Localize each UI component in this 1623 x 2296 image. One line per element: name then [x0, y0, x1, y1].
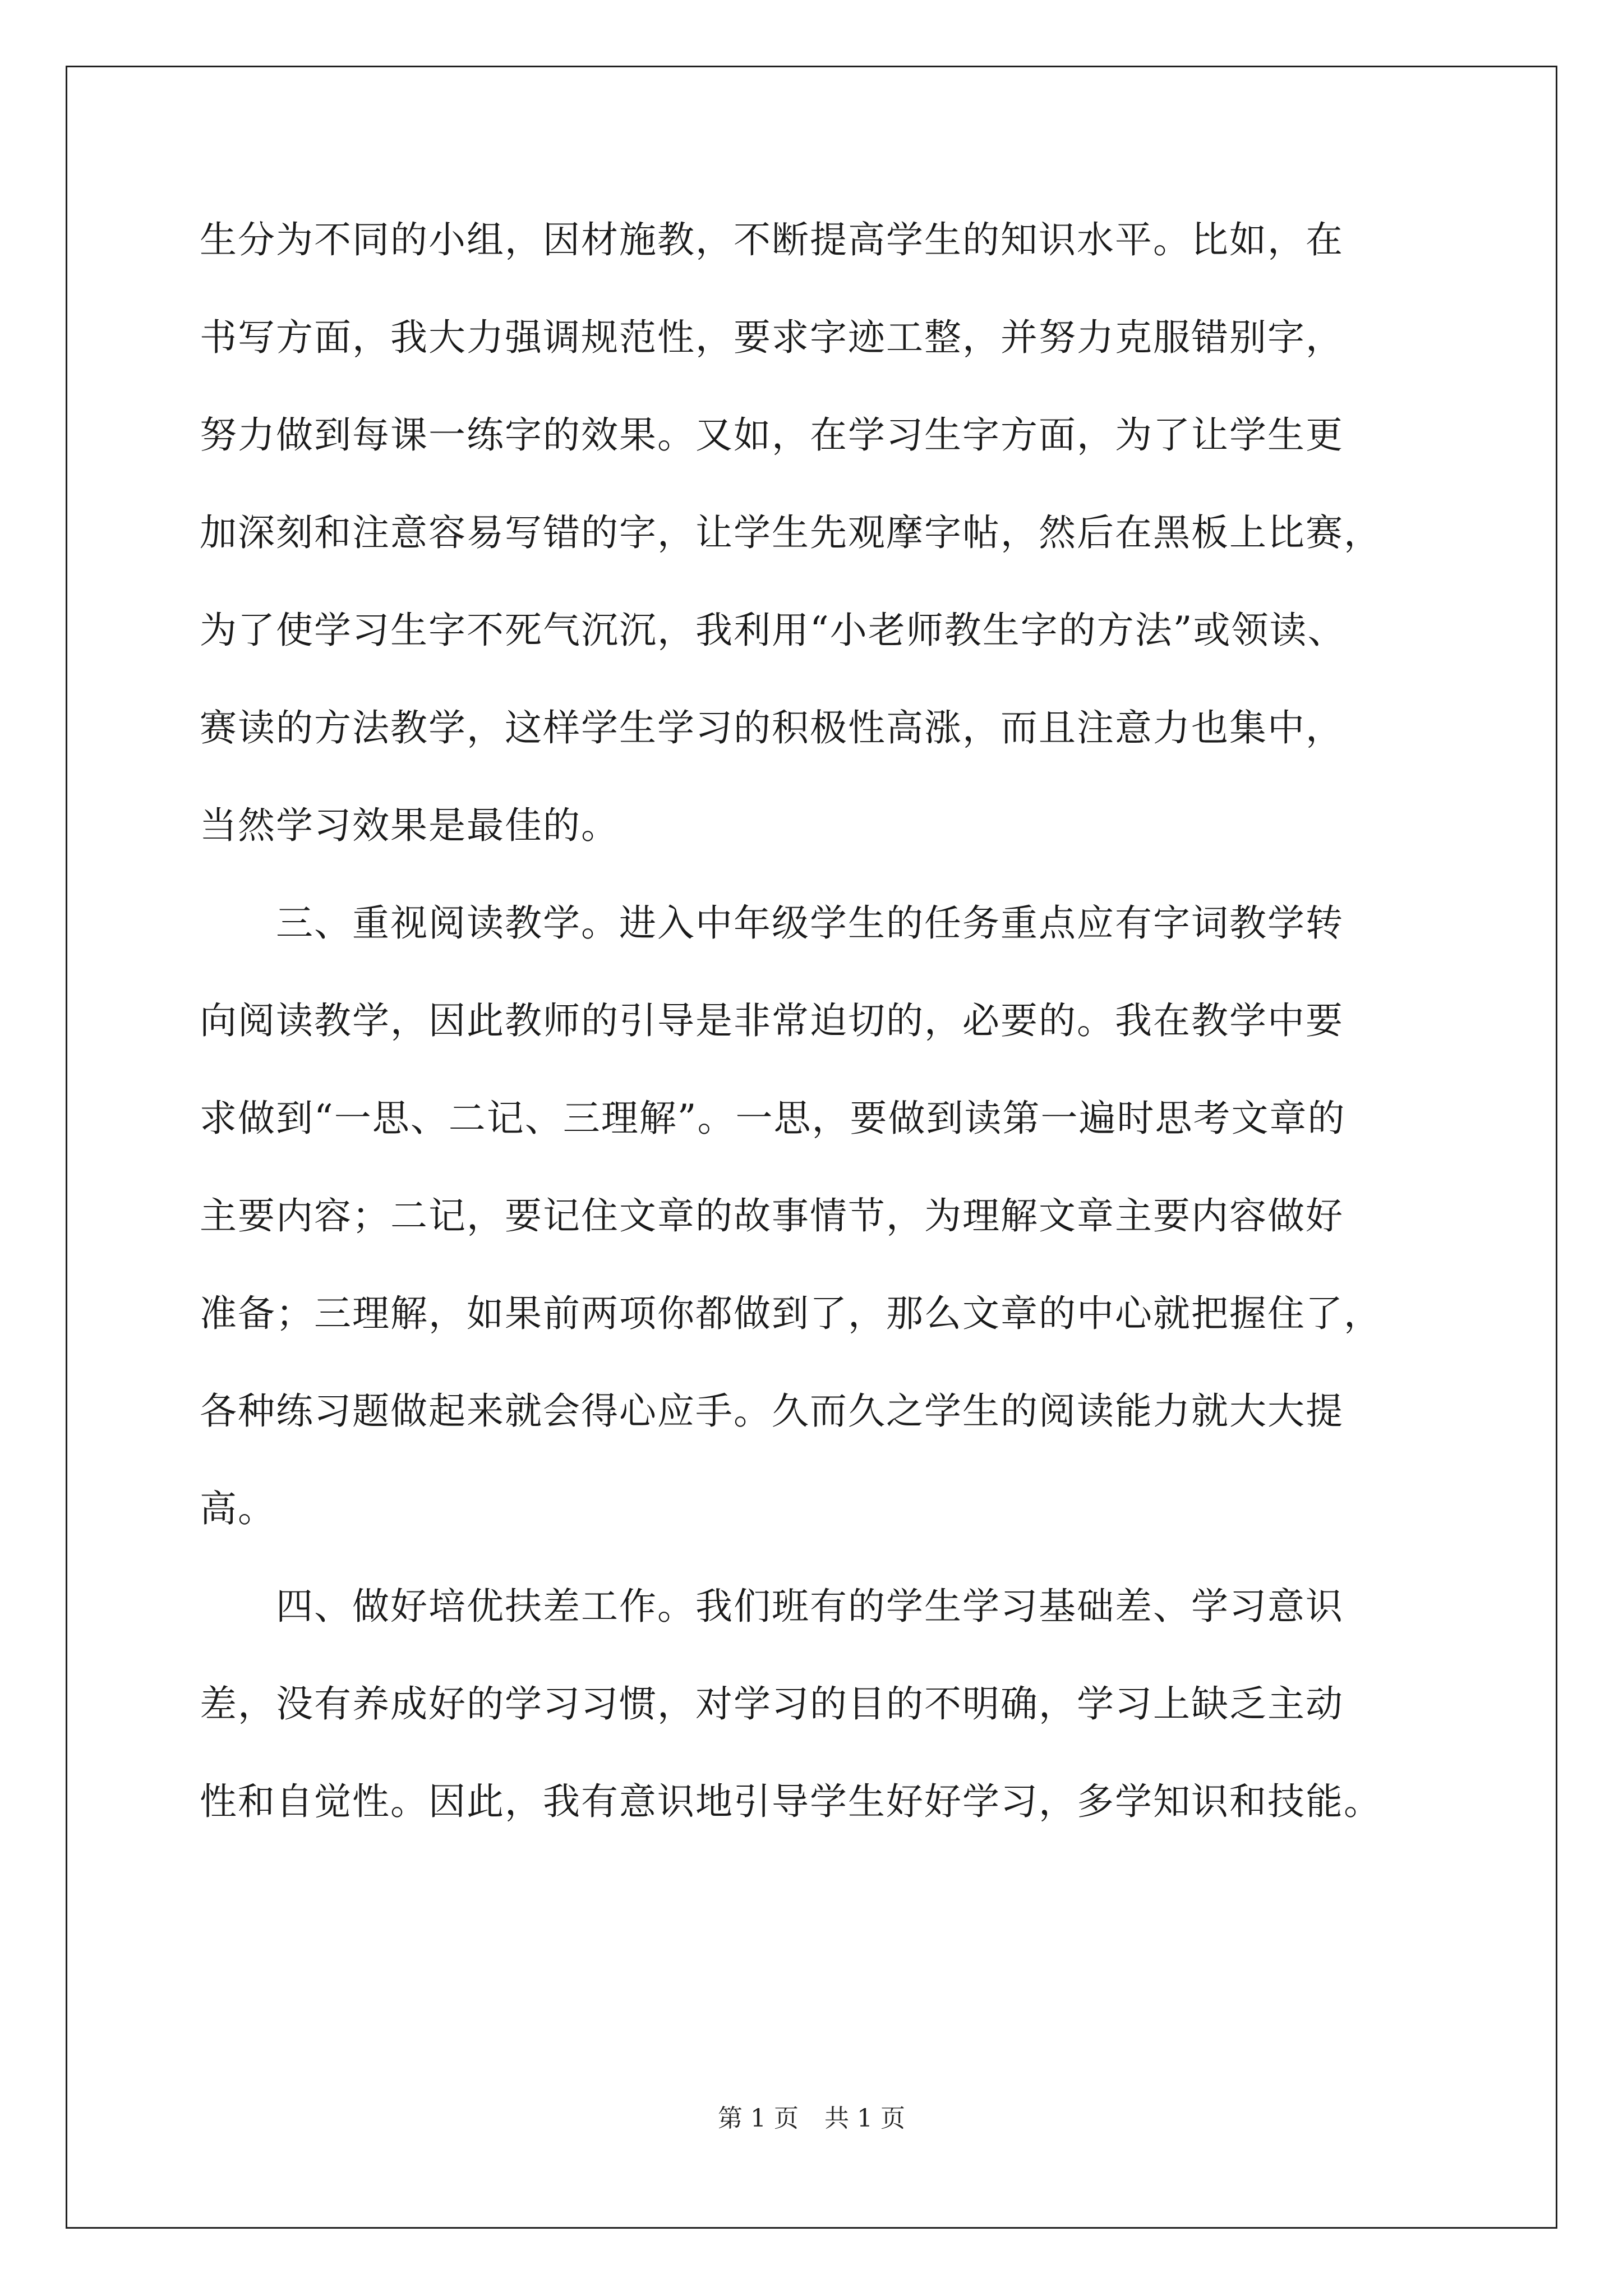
paragraph-3-line: 三、重视阅读教学。进入中年级学生的任务重点应有字词教学转: [200, 901, 1344, 945]
text-line: 向阅读教学，因此教师的引导是非常迫切的，必要的。我在教学中要: [200, 999, 1344, 1042]
text-line: 各种练习题做起来就会得心应手。久而久之学生的阅读能力就大大提: [200, 1389, 1344, 1433]
text-line: 当然学习效果是最佳的。: [200, 804, 619, 847]
text-line: 为了使学习生字不死气沉沉，我利用“小老师教生字的方法”或领读、: [200, 609, 1346, 652]
page-total: 共 1 页: [824, 2104, 905, 2133]
page-number: 第 1 页: [718, 2104, 799, 2133]
paragraph-4-line: 四、做好培优扶差工作。我们班有的学生学习基础差、学习意识: [200, 1585, 1344, 1628]
text-line: 性和自觉性。因此，我有意识地引导学生好好学习，多学知识和技能。: [200, 1780, 1382, 1823]
text-line: 求做到“一思、二记、三理解”。一思，要做到读第一遍时思考文章的: [200, 1097, 1346, 1140]
text-line: 差，没有养成好的学习习惯，对学习的目的不明确，学习上缺乏主动: [200, 1682, 1344, 1726]
text-line: 主要内容；二记，要记住文章的故事情节，为理解文章主要内容做好: [200, 1194, 1344, 1237]
text-line: 努力做到每课一练字的效果。又如，在学习生字方面，为了让学生更: [200, 413, 1344, 457]
text-line: 高。: [200, 1487, 276, 1530]
page-footer: [0, 2098, 1623, 2134]
text-line: 赛读的方法教学，这样学生学习的积极性高涨，而且注意力也集中，: [200, 706, 1344, 749]
text-line: 加深刻和注意容易写错的字，让学生先观摩字帖，然后在黑板上比赛，: [200, 511, 1382, 554]
text-line: 准备；三理解，如果前两项你都做到了，那么文章的中心就把握住了，: [200, 1292, 1382, 1335]
document-body: [200, 218, 1433, 1877]
text-line: 生分为不同的小组，因材施教，不断提高学生的知识水平。比如，在: [200, 218, 1344, 261]
text-line: 书写方面，我大力强调规范性，要求字迹工整，并努力克服错别字，: [200, 316, 1344, 359]
